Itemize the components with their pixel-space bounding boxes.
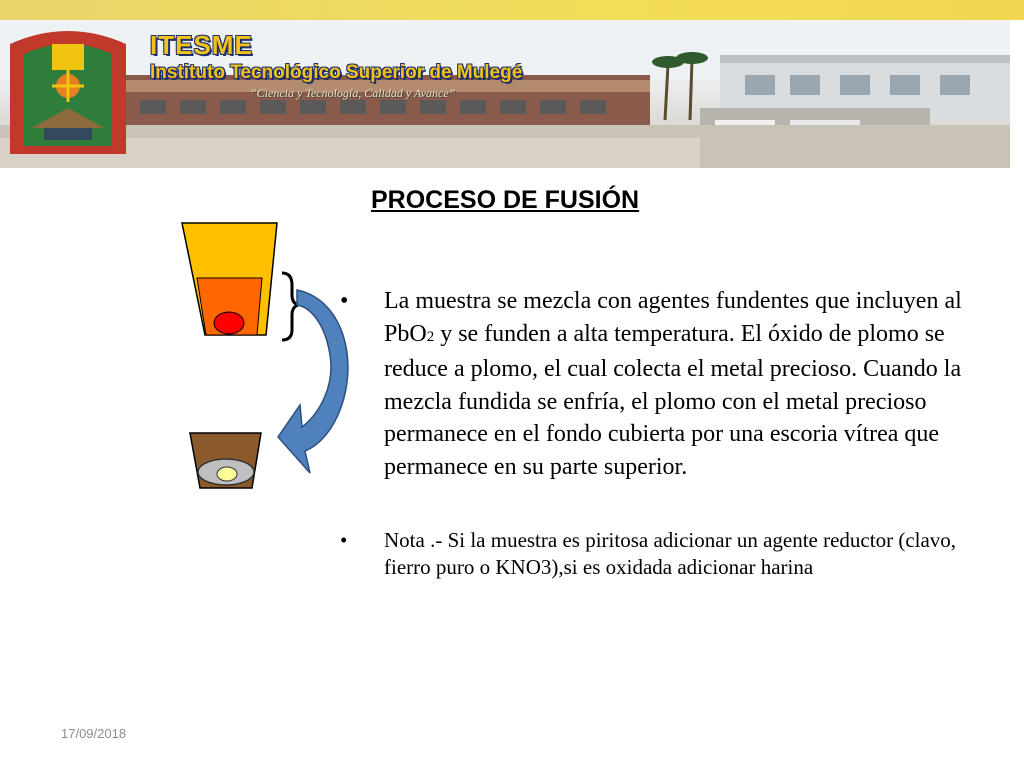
institution-seal	[2, 24, 134, 164]
bullet-marker: •	[340, 288, 349, 314]
bullet-text-1a: La muestra se mezcla con agentes fundentes que incluyen al PbO	[384, 288, 962, 347]
institution-acronym: ITESME	[150, 30, 253, 60]
top-accent-bar	[0, 0, 1024, 20]
institution-name: Instituto Tecnológico Superior de Mulegé	[150, 62, 523, 83]
subscript-2: 2	[426, 328, 435, 345]
header-banner	[0, 20, 1010, 168]
lead-bead	[214, 312, 244, 334]
bullet-marker: •	[340, 528, 348, 552]
bullet-text-1b: y se funden a alta temperatura. El óxido de plomo se reduce a plomo, el cual colecta el metal precioso. Cuando la mezcla fundida se enfría, el plomo con el metal precioso permanece en el fondo cubierta por una escoria vítrea que permanece en su parte superior.	[384, 320, 962, 480]
slide-title: PROCESO DE FUSIÓN	[371, 186, 640, 214]
institution-motto: “Ciencia y Tecnología, Calidad y Avance”	[250, 86, 456, 100]
precious-metal	[217, 467, 237, 481]
bullet-list	[340, 285, 980, 581]
bullet-item	[340, 527, 980, 581]
footer-date: 17/09/2018	[61, 726, 127, 741]
brace	[282, 273, 298, 340]
bullet-item	[340, 285, 980, 483]
bullet-text-2: Nota .- Si la muestra es piritosa adicionar un agente reductor (clavo, fierro puro o KNO3),si es oxidada adicionar harina	[384, 528, 957, 579]
process-arrow	[278, 290, 348, 473]
